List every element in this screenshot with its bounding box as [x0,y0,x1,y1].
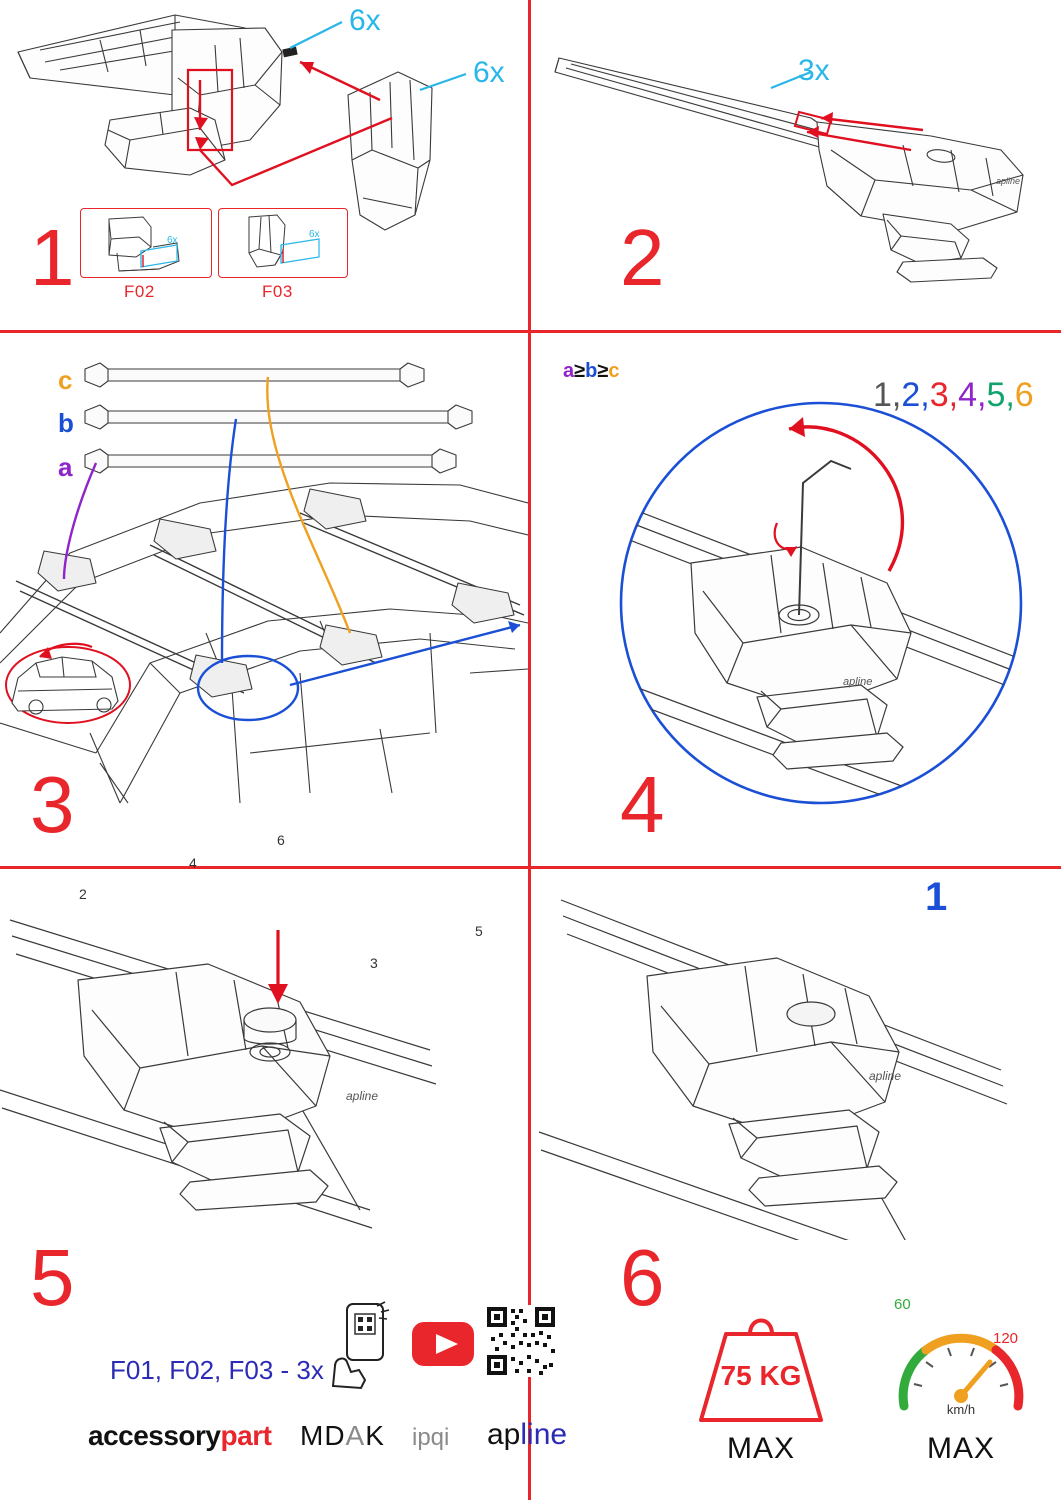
bolt-number-4: 4 [189,855,197,871]
bar-length-formula: a≥b≥c [563,360,620,382]
svg-text:apline: apline [346,1089,379,1103]
brand-apline-b: line [520,1418,568,1451]
bolt-number-5: 5 [475,923,483,939]
step-number-4: 4 [620,760,665,849]
bar-label-c: c [58,365,73,395]
brand-mdak [300,1420,385,1452]
bar-label-b: b [58,408,74,438]
bar-label-a: a [58,452,73,482]
max-speed-caption: MAX [926,1432,995,1465]
phone-scan-icon [325,1300,395,1390]
brand-accessorypart [88,1420,271,1452]
step-number-1: 1 [30,213,75,302]
step2-callout-1: 3x [798,54,830,87]
step6-illustration [531,880,1061,1240]
step5-illustration [0,880,528,1240]
svg-text:apline: apline [843,676,873,688]
bolt-number-6: 6 [277,832,285,848]
step2-illustration [531,0,1061,330]
speed-min-label: 60 [894,1296,911,1313]
part-box-f02 [80,208,212,278]
part-label-f02: F02 [124,282,155,301]
svg-text:6x: 6x [167,235,178,246]
step-number-2: 2 [620,213,665,302]
step-number-5: 5 [30,1233,75,1322]
brand-ipqi [412,1424,449,1452]
part-box-f03 [218,208,348,278]
svg-text:apline: apline [996,176,1021,186]
brand-apline-a: ap [487,1418,521,1451]
step3-illustration [0,333,528,866]
bolt-number-2: 2 [79,886,87,902]
step5-parts-note: F01, F02, F03 - 3x [110,1355,324,1385]
brand-mdak-a: MD [300,1420,346,1451]
max-load-caption: MAX [726,1432,795,1465]
step-number-6: 6 [620,1233,665,1322]
step4-sequence: 1,2,3,4,5,6 [873,376,1034,414]
brand-mdak-c: K [365,1420,385,1451]
brand-apline [487,1418,567,1452]
qr-code-icon [485,1305,557,1377]
step1-callout-2: 6x [473,56,505,89]
part-label-f03: F03 [262,282,293,301]
step4-highlight-number: 1 [925,875,948,919]
youtube-icon[interactable] [412,1322,474,1366]
step1-illustration [0,0,528,330]
max-load-value: 75 KG [720,1360,802,1391]
bolt-number-3: 3 [370,955,378,971]
step1-callout-1: 6x [349,4,381,37]
brand-accessorypart-b: part [220,1420,272,1451]
speed-max-label: 120 [993,1330,1019,1347]
svg-text:6x: 6x [309,229,320,240]
speed-unit-label: km/h [946,1402,976,1417]
brand-accessorypart-a: accessory [88,1420,221,1451]
brand-ipqi-label: ipqi [412,1424,450,1451]
step-number-3: 3 [30,760,75,849]
svg-text:apline: apline [869,1069,902,1083]
brand-mdak-b: A [345,1420,366,1451]
